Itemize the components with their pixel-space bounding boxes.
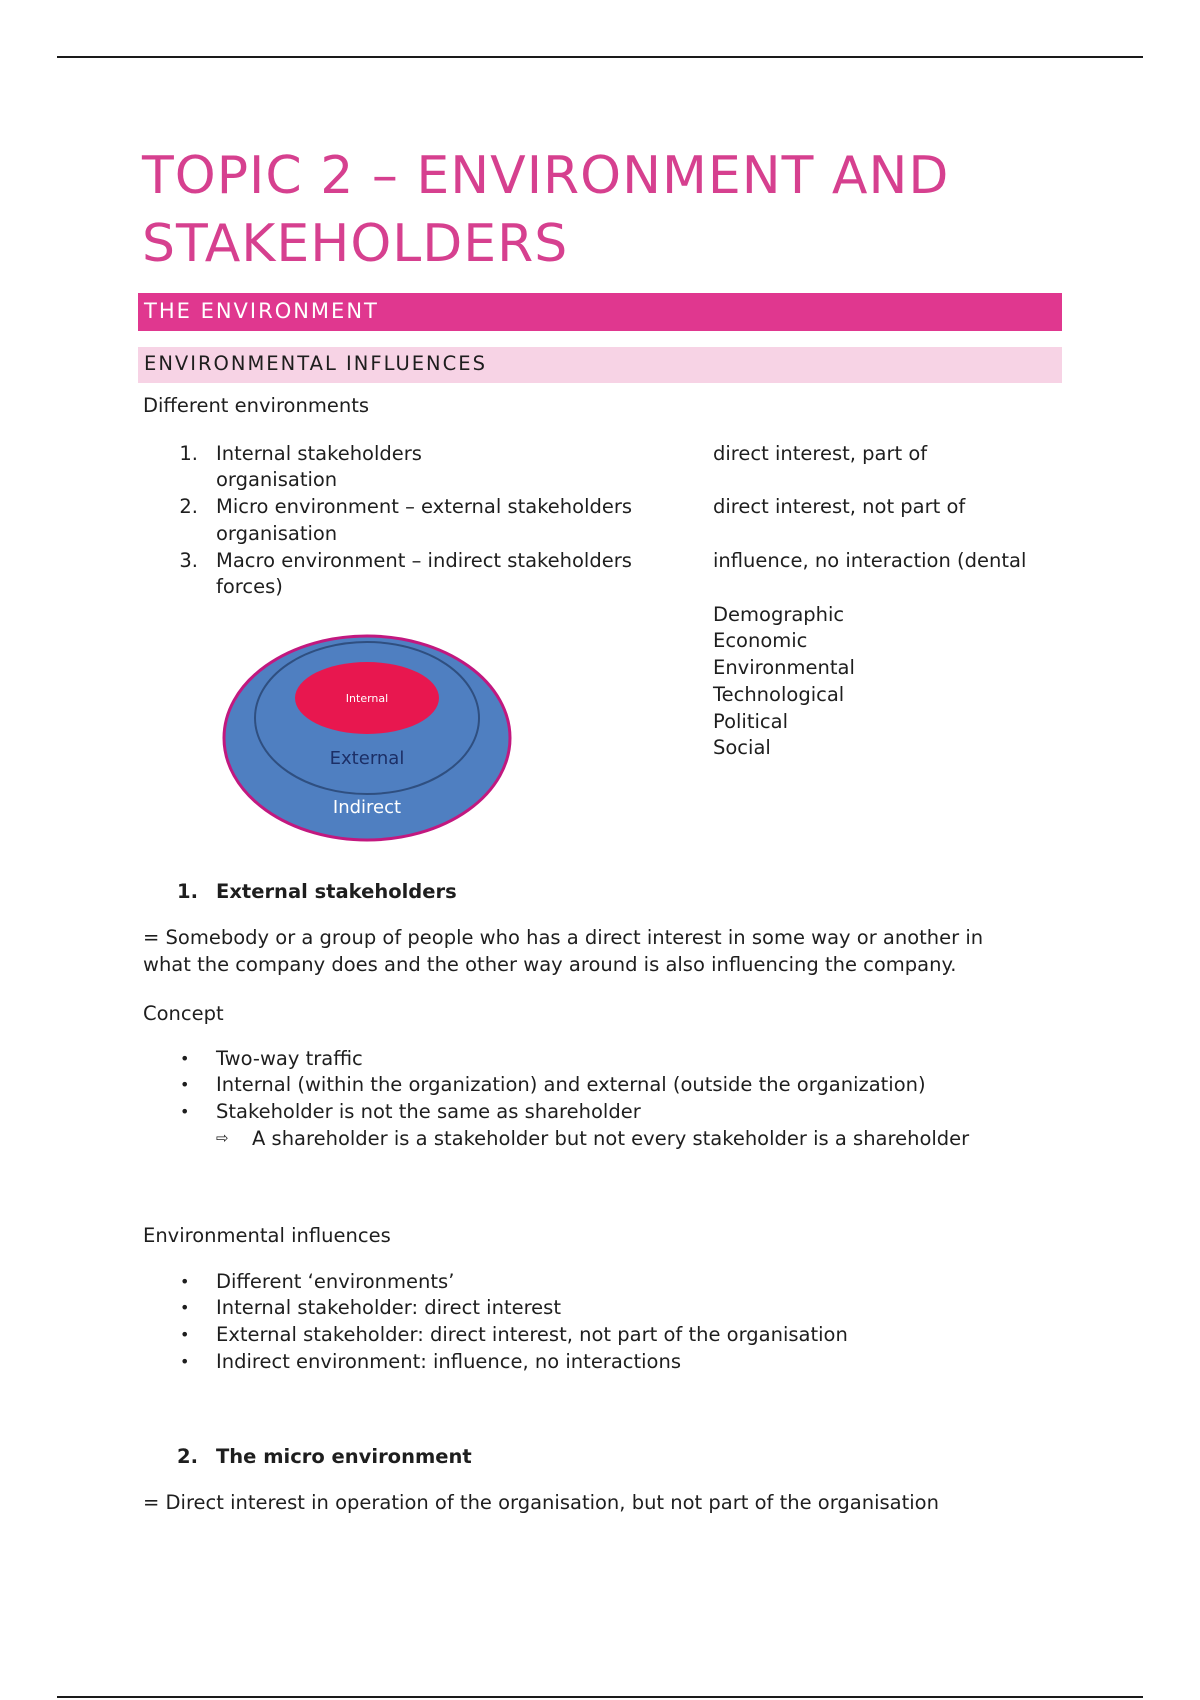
force-social: Social <box>713 736 771 759</box>
section-1-definition-line1: = Somebody or a group of people who has a direct interest in some way or another in <box>143 926 984 949</box>
external-label: External <box>329 748 405 769</box>
stakeholder-diagram <box>218 630 518 845</box>
env-bullet-4: Indirect environment: influence, no interactions <box>216 1350 682 1373</box>
bullet-glyph: • <box>180 1049 190 1068</box>
arrow-icon: ⇨ <box>216 1129 229 1147</box>
force-technological: Technological <box>713 683 845 706</box>
env-bullet-1: Different ‘environments’ <box>216 1270 455 1293</box>
list-number-3: 3. <box>179 549 198 572</box>
list-item-3-line2: forces) <box>216 575 283 598</box>
list-number-2: 2. <box>179 495 198 518</box>
concept-sub-bullet: A shareholder is a stakeholder but not every stakeholder is a shareholder <box>252 1127 970 1150</box>
env-bullet-2: Internal stakeholder: direct interest <box>216 1296 561 1319</box>
force-demographic: Demographic <box>713 603 845 626</box>
list-item-3-line1: Macro environment – indirect stakeholders <box>216 549 632 572</box>
list-item-1-line2: organisation <box>216 468 338 491</box>
force-economic: Economic <box>713 629 808 652</box>
heading-2-text: ENVIRONMENTAL INFLUENCES <box>144 352 487 375</box>
list-item-2-right: direct interest, not part of <box>713 495 966 518</box>
page-title: TOPIC 2 – ENVIRONMENT AND STAKEHOLDERS <box>142 146 950 274</box>
heading-the-environment <box>138 293 1062 331</box>
intro-text: Different environments <box>143 394 370 417</box>
bullet-glyph: • <box>180 1298 190 1317</box>
bullet-glyph: • <box>180 1102 190 1121</box>
section-1-definition-line2: what the company does and the other way around is also influencing the company. <box>143 953 957 976</box>
concept-bullet-3: Stakeholder is not the same as shareholder <box>216 1100 641 1123</box>
env-bullet-3: External stakeholder: direct interest, not part of the organisation <box>216 1323 848 1346</box>
list-item-2-line1: Micro environment – external stakeholders <box>216 495 633 518</box>
internal-label: Internal <box>345 692 389 705</box>
heading-1-text: THE ENVIRONMENT <box>144 299 379 323</box>
section-1-title: External stakeholders <box>216 880 457 903</box>
concept-bullet-2: Internal (within the organization) and external (outside the organization) <box>216 1073 926 1096</box>
list-number-1: 1. <box>179 442 198 465</box>
concept-bullet-1: Two-way traffic <box>216 1047 363 1070</box>
indirect-label: Indirect <box>332 797 402 818</box>
section-2-number: 2. <box>177 1445 198 1468</box>
env-influences-label: Environmental influences <box>143 1224 391 1247</box>
heading-environmental-influences <box>138 347 1062 383</box>
force-political: Political <box>713 710 788 733</box>
bottom-rule <box>57 1696 1143 1698</box>
top-rule <box>57 56 1143 58</box>
force-environmental: Environmental <box>713 656 855 679</box>
list-item-1-line1: Internal stakeholders <box>216 442 422 465</box>
list-item-1-right: direct interest, part of <box>713 442 928 465</box>
section-2-title: The micro environment <box>216 1445 472 1468</box>
section-2-definition: = Direct interest in operation of the organisation, but not part of the organisation <box>143 1491 939 1514</box>
list-item-2-line2: organisation <box>216 522 338 545</box>
bullet-glyph: • <box>180 1272 190 1291</box>
bullet-glyph: • <box>180 1325 190 1344</box>
concept-label: Concept <box>143 1002 224 1025</box>
list-item-3-right: influence, no interaction (dental <box>713 549 1027 572</box>
bullet-glyph: • <box>180 1075 190 1094</box>
section-1-number: 1. <box>177 880 198 903</box>
bullet-glyph: • <box>180 1352 190 1371</box>
